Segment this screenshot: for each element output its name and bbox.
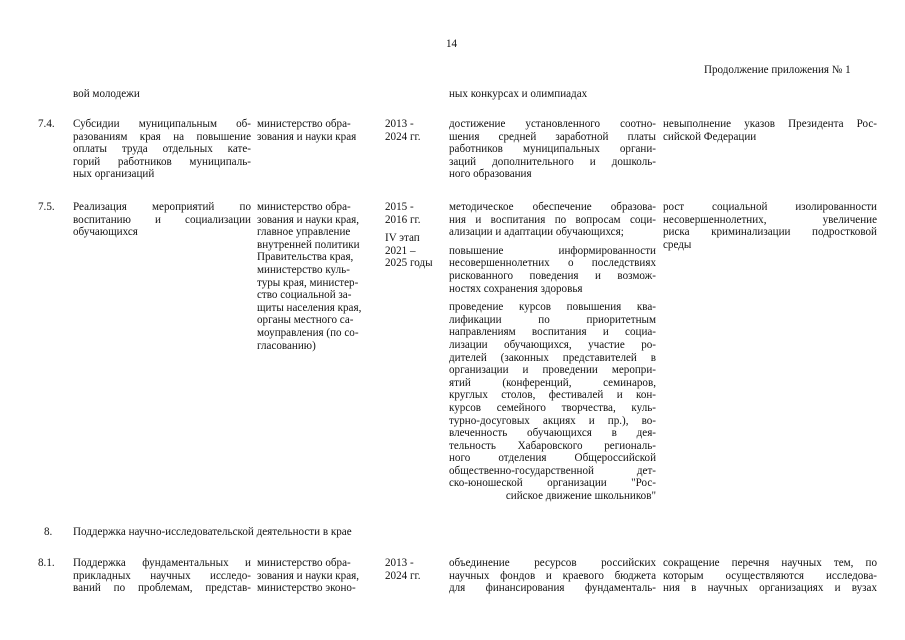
row-7-5-result bbox=[449, 201, 656, 503]
text-line: курсов семейного творчества, куль- bbox=[449, 401, 656, 414]
text-line: Реализация мероприятий по bbox=[73, 201, 251, 213]
text-line: дителей (законных представителей в bbox=[449, 351, 656, 364]
text-line: лизации обучающихся, участие ро- bbox=[449, 338, 656, 351]
text-line: моуправления (по со- bbox=[257, 326, 359, 339]
text-line: общественно-государственной дет- bbox=[449, 464, 656, 477]
text-line: органы местного са- bbox=[257, 314, 354, 327]
text-line: министерство эконо- bbox=[257, 582, 356, 595]
row-7-5-risk bbox=[663, 201, 877, 251]
text-line: разованиям края на повышение bbox=[73, 130, 251, 143]
row-8-1-result bbox=[449, 557, 656, 595]
row-7-4-number: 7.4. bbox=[38, 118, 55, 130]
row-7-4-executor bbox=[257, 118, 379, 143]
text-line: гласованию) bbox=[257, 339, 316, 352]
text-line: прикладных научных исследо- bbox=[73, 569, 251, 582]
text-line: объединение ресурсов российских bbox=[449, 557, 656, 569]
text-line: несовершеннолетних о последствиях bbox=[449, 257, 656, 270]
text-line: рискованного поведения и возмож- bbox=[449, 269, 656, 282]
text-line: зования и науки края bbox=[257, 130, 357, 143]
text-line: обучающихся bbox=[73, 226, 138, 239]
row-7-5-number: 7.5. bbox=[38, 201, 55, 213]
text-line: 2013 - bbox=[385, 118, 414, 130]
text-line: министерство куль- bbox=[257, 263, 350, 276]
text-line: для финансирования фундаменталь- bbox=[449, 582, 656, 595]
text-line: оплаты труда отдельных кате- bbox=[73, 143, 251, 156]
text-line: научных фондов и краевого бюджета bbox=[449, 569, 656, 582]
text-line: несовершеннолетних, увеличение bbox=[663, 213, 877, 226]
text-line: сийской Федерации bbox=[663, 130, 757, 143]
text-line: круглых столов, фестивалей и кон- bbox=[449, 389, 656, 402]
text-line: министерство обра- bbox=[257, 557, 351, 569]
section-8-title: Поддержка научно-исследовательской деятельности в крае bbox=[73, 526, 352, 538]
text-line: зования и науки края, bbox=[257, 569, 360, 582]
text-line: ализации и адаптации обучающихся; bbox=[449, 226, 624, 239]
row-7-5-name bbox=[73, 201, 251, 239]
text-line: влеченность обучающихся в дея- bbox=[449, 427, 656, 440]
text-line: Субсидии муниципальным об- bbox=[73, 118, 251, 130]
text-line: ностях сохранения здоровья bbox=[449, 282, 583, 295]
text-line: ятий (конференций, семинаров, bbox=[449, 376, 656, 389]
text-line: 2024 гг. bbox=[385, 130, 421, 143]
text-line: работников муниципальных органи- bbox=[449, 143, 656, 156]
text-line: туры края, министер- bbox=[257, 276, 359, 289]
row-8-1-name bbox=[73, 557, 251, 595]
text-line: рост социальной изолированности bbox=[663, 201, 877, 213]
text-line: ваний по проблемам, представ- bbox=[73, 582, 251, 595]
text-line: ного образования bbox=[449, 168, 532, 181]
section-8-number: 8. bbox=[44, 526, 53, 538]
text-line: ско-юношеской организации "Рос- bbox=[449, 477, 656, 490]
row-7-4-term bbox=[385, 118, 441, 143]
text-line: 2016 гг. bbox=[385, 213, 421, 226]
text-line: 2025 годы bbox=[385, 257, 433, 270]
text-line: тельность Хабаровского региональ- bbox=[449, 439, 656, 452]
row-7-4-result bbox=[449, 118, 656, 181]
text-line: щиты населения края, bbox=[257, 301, 362, 314]
text-line: ния в научных организациях и вузах bbox=[663, 582, 877, 595]
text-line: шения средней заработной платы bbox=[449, 130, 656, 143]
text-line: Поддержка фундаментальных и bbox=[73, 557, 251, 569]
text-line: ство социальной за- bbox=[257, 289, 352, 302]
row-8-1-executor bbox=[257, 557, 379, 595]
text-line: Правительства края, bbox=[257, 251, 354, 264]
text-line: ных организаций bbox=[73, 168, 155, 181]
row-8-1-term bbox=[385, 557, 441, 582]
text-line: лификации по приоритетным bbox=[449, 313, 656, 326]
text-line: министерство обра- bbox=[257, 201, 351, 213]
text-line: IV этап bbox=[385, 232, 420, 245]
text-line: горий работников муниципаль- bbox=[73, 155, 251, 168]
row-8-1-risk bbox=[663, 557, 877, 595]
text-line: ния и воспитания по вопросам соци- bbox=[449, 213, 656, 226]
text-line: среды bbox=[663, 238, 692, 251]
text-line: сокращение перечня научных тем, по bbox=[663, 557, 877, 569]
text-line: заций дополнительного и дошколь- bbox=[449, 155, 656, 168]
text-line: ного отделения Общероссийской bbox=[449, 452, 656, 465]
text-line: главное управление bbox=[257, 226, 351, 239]
text-line: сийское движение школьников" bbox=[505, 490, 656, 503]
text-line: 2015 - bbox=[385, 201, 414, 213]
text-line: зования и науки края, bbox=[257, 213, 360, 226]
text-line: министерство обра- bbox=[257, 118, 351, 130]
text-line: 2024 гг. bbox=[385, 569, 421, 582]
row-7-4-risk bbox=[663, 118, 877, 143]
carry-name-text: вой молодежи bbox=[73, 88, 140, 100]
text-line: достижение установленного соотно- bbox=[449, 118, 656, 130]
text-line: которым осуществляются исследова- bbox=[663, 569, 877, 582]
row-7-4-name bbox=[73, 118, 251, 181]
text-line: 2013 - bbox=[385, 557, 414, 569]
text-line: повышение информированности bbox=[449, 244, 656, 257]
row-8-1-number: 8.1. bbox=[38, 557, 55, 569]
appendix-continuation: Продолжение приложения № 1 bbox=[704, 64, 851, 76]
text-line: турно-досуговых акциях и пр.), во- bbox=[449, 414, 656, 427]
carry-result-text: ных конкурсах и олимпиадах bbox=[449, 88, 588, 100]
row-7-5-executor bbox=[257, 201, 379, 352]
text-line: методическое обеспечение образова- bbox=[449, 201, 656, 213]
text-line: риска криминализации подростковой bbox=[663, 226, 877, 239]
page-number: 14 bbox=[446, 38, 458, 50]
text-line: направлениям воспитания и социа- bbox=[449, 326, 656, 339]
text-line: воспитанию и социализации bbox=[73, 213, 251, 226]
text-line: внутренней политики bbox=[257, 238, 360, 251]
row-7-5-term bbox=[385, 201, 443, 270]
text-line: 2021 – bbox=[385, 244, 416, 257]
text-line: организации и проведении меропри- bbox=[449, 364, 656, 377]
text-line: невыполнение указов Президента Рос- bbox=[663, 118, 877, 130]
text-line: проведение курсов повышения ква- bbox=[449, 301, 656, 314]
